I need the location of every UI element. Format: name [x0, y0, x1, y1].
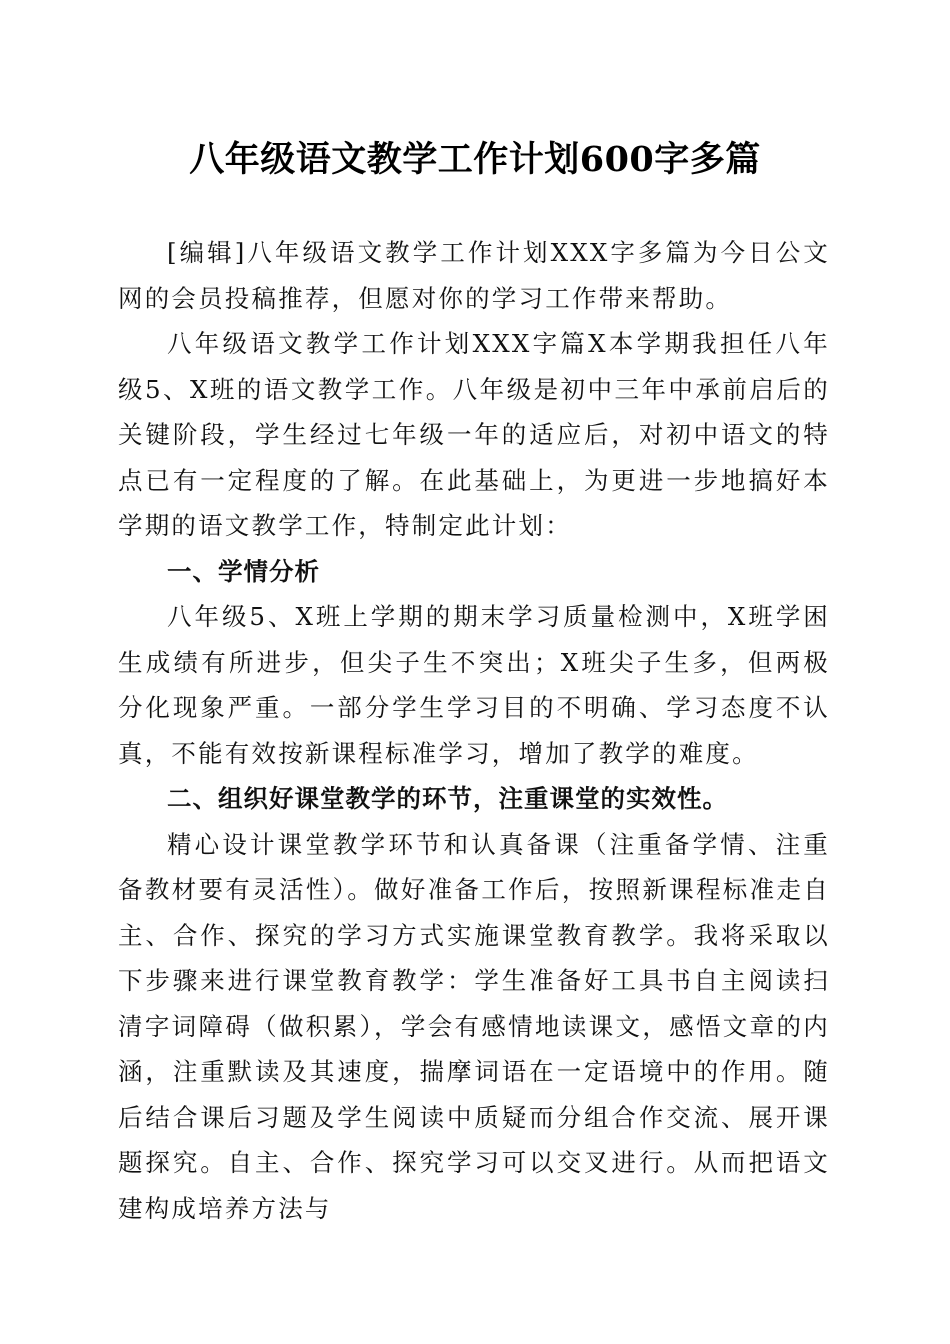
- intro-paragraph: [编辑]八年级语文教学工作计划XXX字多篇为今日公文网的会员投稿推荐，但愿对你的学习工作带来帮助。: [118, 238, 830, 313]
- classroom-paragraph: 精心设计课堂教学环节和认真备课（注重备学情、注重备教材要有灵活性）。做好准备工作后，按照新课程标准走自主、合作、探究的学习方式实施课堂教育教学。我将采取以下步骤来进行课堂教育教学：学生准备好工具书自主阅读扫清字词障碍（做积累），学会有感情地读课文，感悟文章的内涵，注重默读及其速度，揣摩词语在一定语境中的作用。随后结合课后习题及学生阅读中质疑而分组合作交流、展开课题探究。自主、合作、探究学习可以交叉进行。从而把语文建构成培养方法与: [118, 829, 830, 1223]
- document-title: 八年级语文教学工作计划600字多篇: [189, 139, 761, 180]
- analysis-paragraph: 八年级5、X班上学期的期末学习质量检测中，X班学困生成绩有所进步，但尖子生不突出；X班尖子生多，但两极分化现象严重。一部分学生学习目的不明确、学习态度不认真，不能有效按新课程标准学习，增加了教学的难度。: [118, 602, 830, 768]
- overview-paragraph: 八年级语文教学工作计划XXX字篇X本学期我担任八年级5、X班的语文教学工作。八年级是初中三年中承前启后的关键阶段，学生经过七年级一年的适应后，对初中语文的特点已有一定程度的了解。在此基础上，为更进一步地搞好本学期的语文教学工作，特制定此计划：: [118, 329, 830, 540]
- section-heading-2: 二、组织好课堂教学的环节，注重课堂的实效性。: [167, 784, 728, 813]
- section-heading-1: 一、学情分析: [167, 556, 320, 586]
- document-body: [118, 230, 830, 1231]
